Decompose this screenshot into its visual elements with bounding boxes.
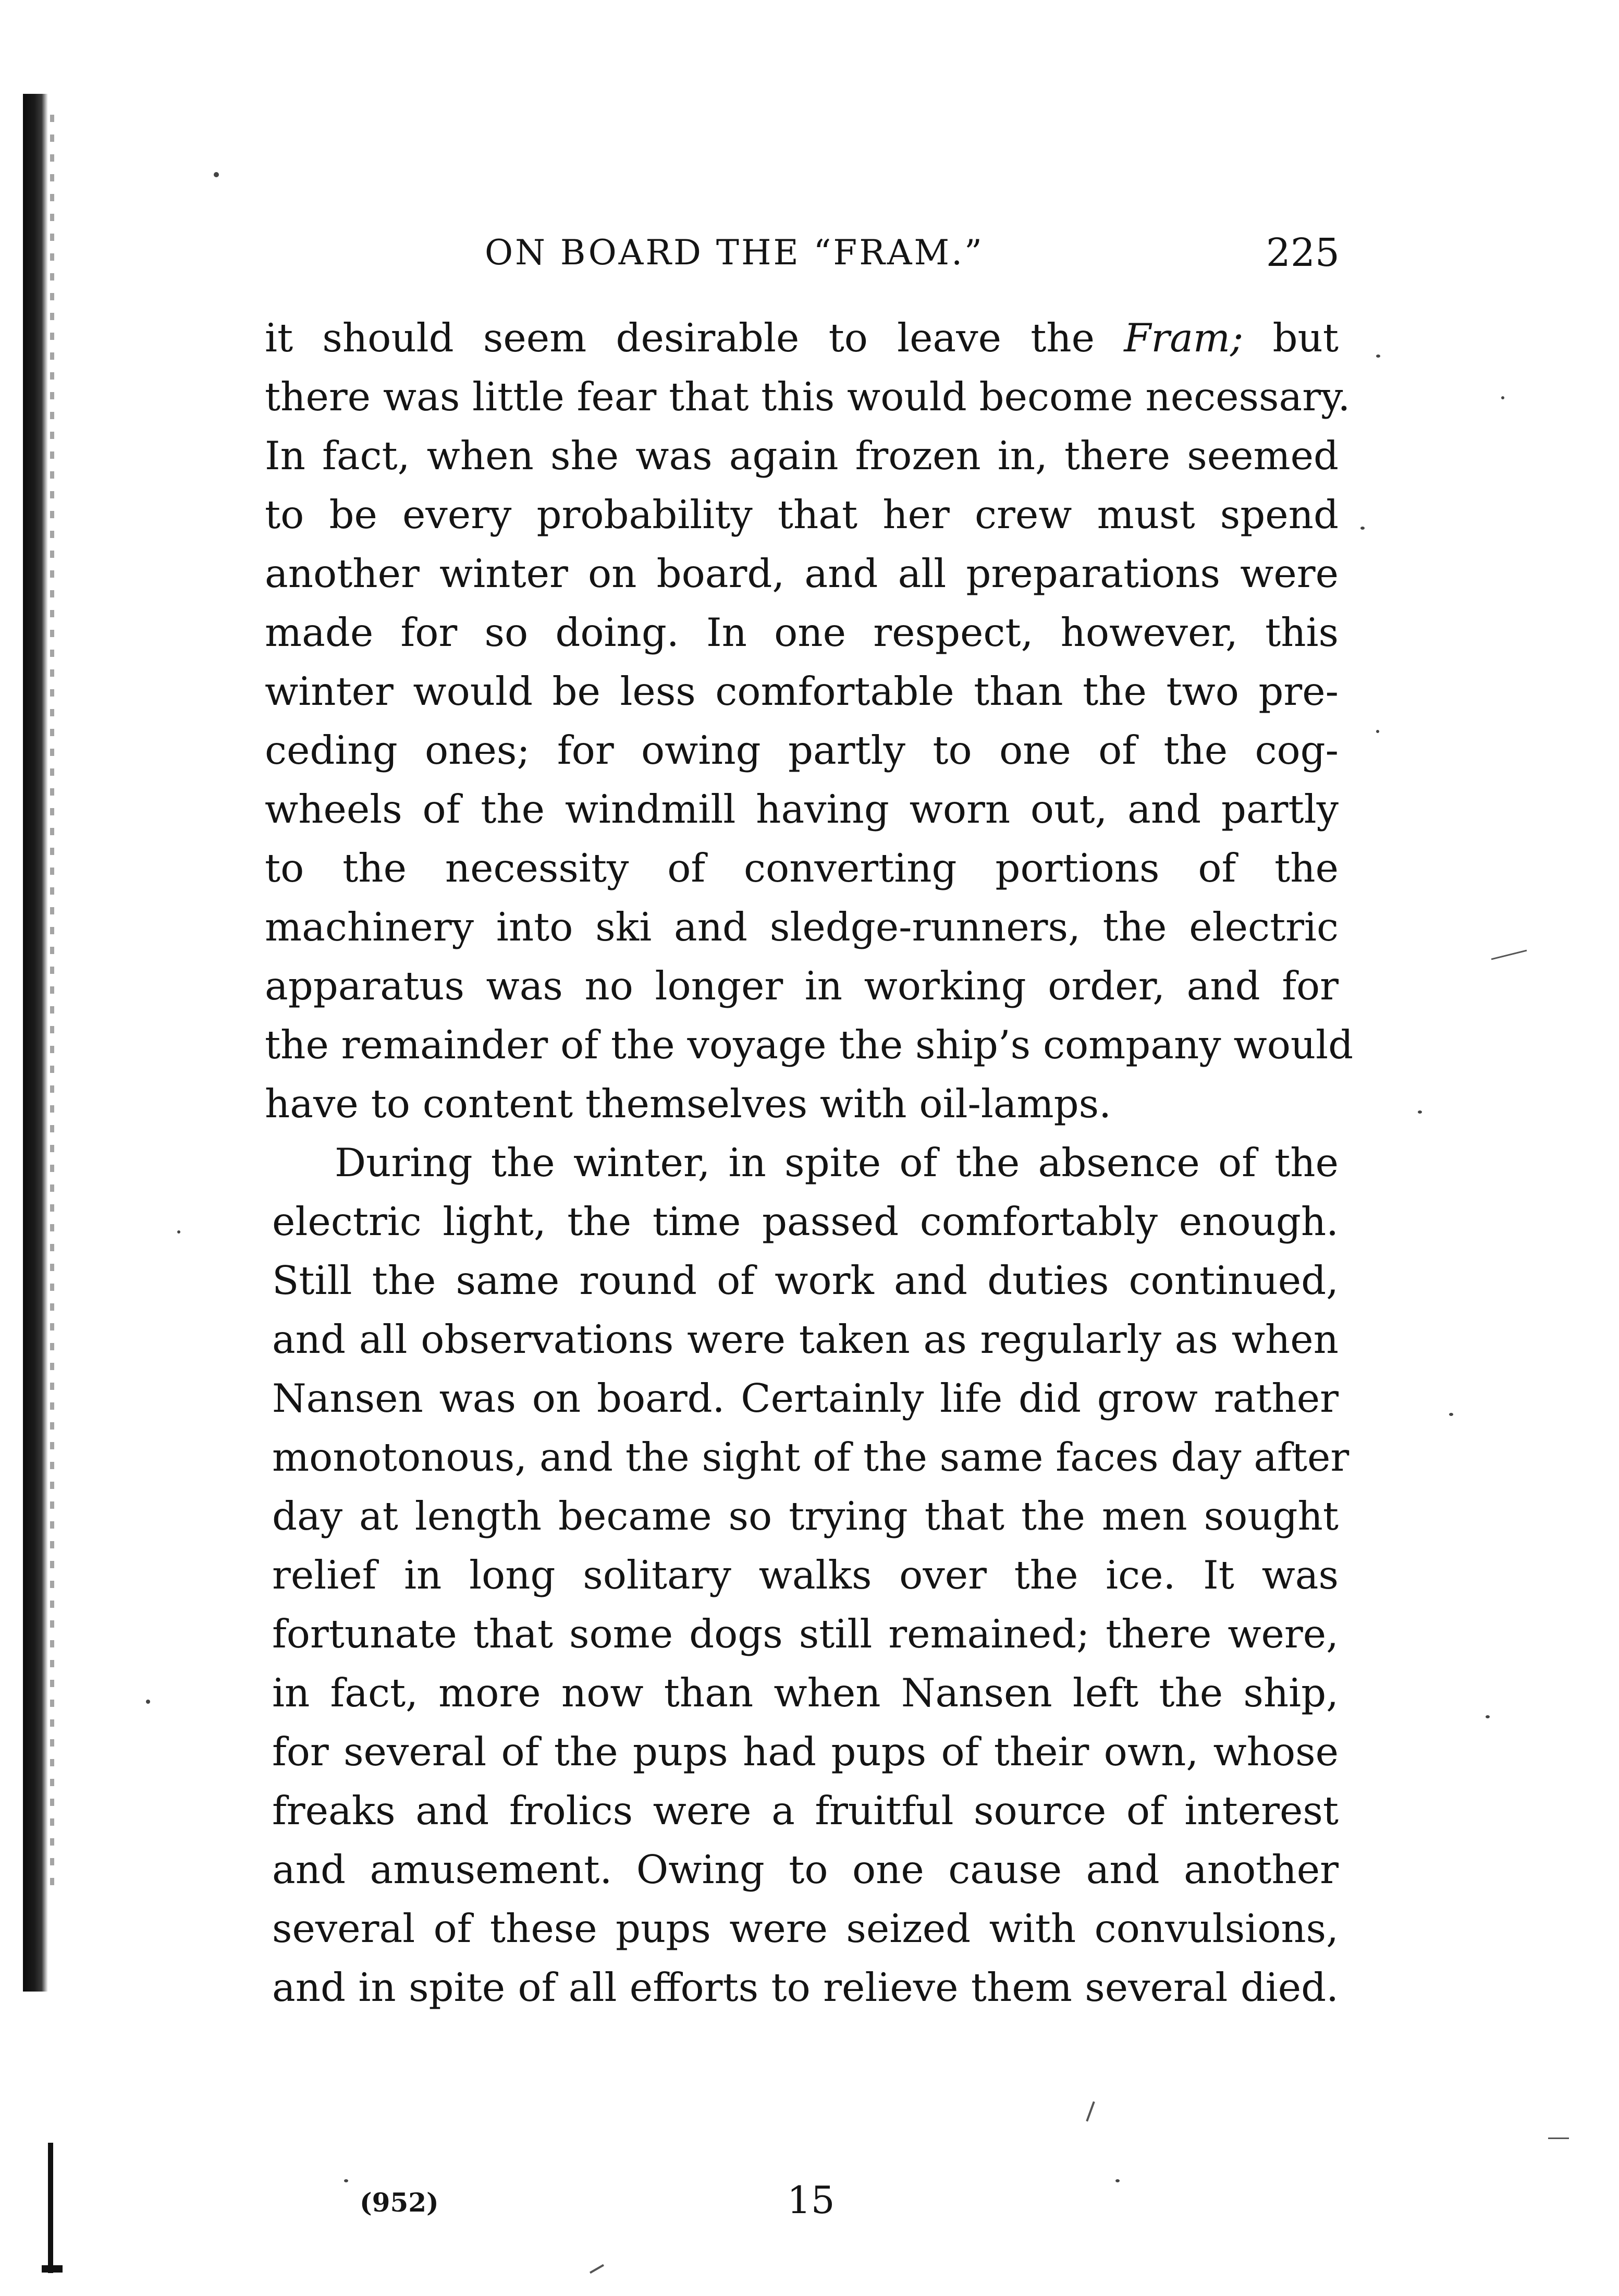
text-line: another winter on board, and all preparations were [265, 551, 1339, 596]
text-line: wheels of the windmill having worn out, and partly [265, 786, 1339, 832]
text-line: made for so doing. In one respect, however, this [265, 609, 1339, 655]
binding-foot-mark [48, 2143, 53, 2273]
binding-shadow [23, 94, 48, 1992]
scan-stroke [1491, 950, 1527, 960]
text-line: Still the same round of work and duties continued, [272, 1257, 1339, 1303]
body-text [265, 309, 1354, 2017]
scan-speck [1360, 527, 1365, 530]
running-header [485, 224, 1340, 282]
text-line: Nansen was on board. Certainly life did grow rather [272, 1375, 1339, 1421]
scan-speck [177, 1230, 180, 1234]
text-line: During the winter, in spite of the absence of the [335, 1140, 1339, 1186]
scan-speck [1418, 1110, 1422, 1114]
page-footer [360, 2177, 881, 2229]
text-line: to be every probability that her crew must spend [265, 492, 1339, 538]
scan-speck [214, 172, 219, 177]
text-line: and amusement. Owing to one cause and another [272, 1847, 1339, 1892]
text-line: monotonous, and the sight of the same faces day after [272, 1434, 1350, 1480]
printer-mark: (952) [360, 2187, 439, 2218]
binding-texture [50, 115, 54, 1887]
text-line [265, 309, 1339, 368]
text-line: and all observations were taken as regularly as when [272, 1316, 1339, 1362]
scan-speck [1115, 2179, 1120, 2182]
text-line: the remainder of the voyage the ship’s company would [265, 1022, 1354, 1068]
scan-speck [1376, 730, 1379, 733]
binding-foot-base [42, 2265, 63, 2273]
paragraph [265, 309, 1354, 1133]
scan-stroke [1548, 2138, 1569, 2139]
text-line: freaks and frolics were a fruitful source of interest [272, 1788, 1339, 1834]
text-line: electric light, the time passed comfortably enough. [272, 1199, 1339, 1244]
page-number: 225 [1266, 230, 1340, 275]
text-line: and in spite of all efforts to relieve them several died. [272, 1964, 1339, 2010]
paragraph [265, 1133, 1350, 2017]
text-line: relief in long solitary walks over the ice. It was [272, 1552, 1339, 1598]
text-line: In fact, when she was again frozen in, there seemed [265, 433, 1339, 479]
text-line: for several of the pups had pups of their own, whose [272, 1729, 1339, 1775]
text-line: apparatus was no longer in working order, and for [265, 963, 1339, 1009]
text-line: day at length became so trying that the men sought [272, 1493, 1339, 1539]
text-line: there was little fear that this would become necessary. [265, 374, 1351, 420]
scan-speck [1376, 355, 1380, 358]
text-line: ceding ones; for owing partly to one of the cog- [265, 727, 1339, 773]
text-line: several of these pups were seized with convulsions, [272, 1906, 1339, 1951]
text-run: it should seem desirable to leave the [265, 315, 1124, 361]
scan-stroke [590, 2264, 604, 2274]
text-line: in fact, more now than when Nansen left the ship, [272, 1670, 1339, 1716]
scan-stroke [1086, 2102, 1095, 2122]
text-line: have to content themselves with oil-lamps. [265, 1081, 1111, 1127]
scan-speck [1486, 1715, 1490, 1718]
text-line: to the necessity of converting portions of the [265, 845, 1339, 891]
scan-speck [146, 1700, 150, 1704]
signature-number: 15 [787, 2178, 835, 2222]
running-title: ON BOARD THE “FRAM.” [485, 233, 984, 273]
scan-speck [344, 2179, 348, 2182]
text-run: but [1243, 315, 1339, 361]
scan-speck [1501, 396, 1504, 399]
italic-ship-name: Fram; [1124, 315, 1244, 361]
text-line: machinery into ski and sledge-runners, the electric [265, 904, 1339, 950]
scan-speck [1449, 1413, 1453, 1416]
text-line: winter would be less comfortable than the two pre- [265, 668, 1339, 714]
text-line: fortunate that some dogs still remained; there were, [272, 1611, 1339, 1657]
